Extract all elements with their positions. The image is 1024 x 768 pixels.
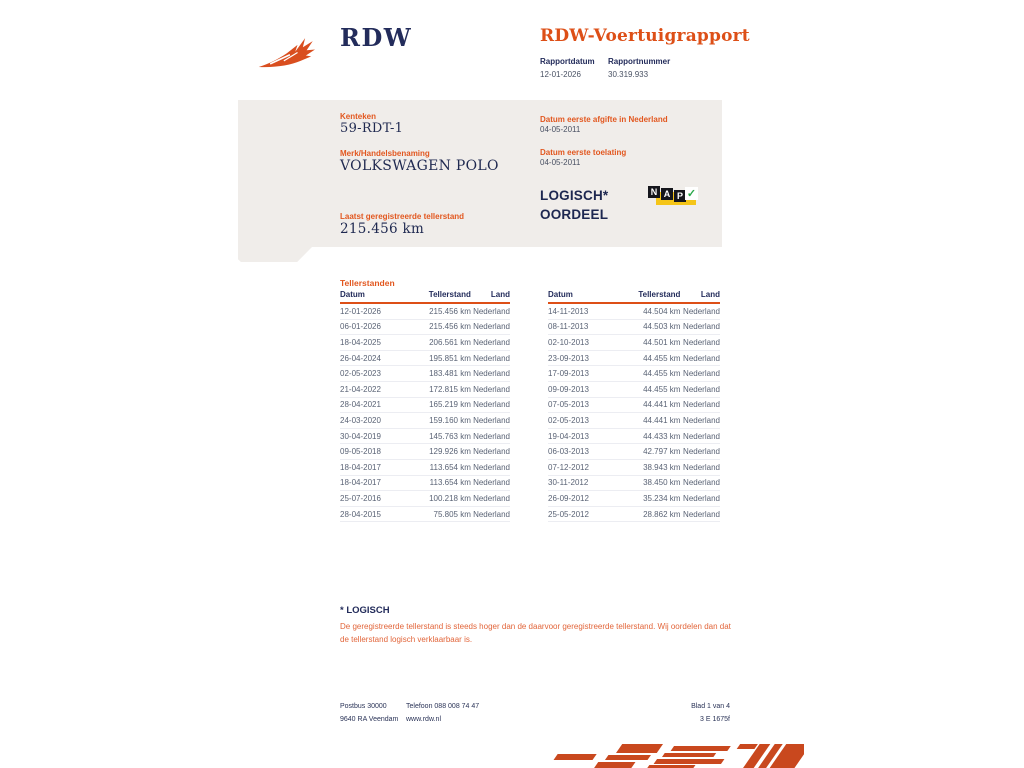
row-date: 23-09-2013 — [548, 353, 589, 363]
logisch-note-title: * LOGISCH — [340, 605, 390, 616]
table-row — [548, 429, 720, 445]
row-country: Nederland — [683, 384, 720, 394]
col-header-tellerstand: Tellerstand — [428, 290, 471, 299]
row-date: 30-04-2019 — [340, 431, 381, 441]
row-country: Nederland — [473, 509, 510, 519]
row-odometer: 35.234 km — [643, 493, 681, 503]
row-date: 07-12-2012 — [548, 462, 589, 472]
table-row — [340, 304, 510, 320]
row-odometer: 44.504 km — [643, 306, 681, 316]
row-date: 26-04-2024 — [340, 353, 381, 363]
col-header-datum: Datum — [340, 290, 365, 299]
row-odometer: 215.456 km — [429, 306, 471, 316]
row-date: 18-04-2017 — [340, 478, 381, 488]
tellerstand-label: Laatst geregistreerde tellerstand — [340, 212, 465, 221]
row-odometer: 28.862 km — [643, 509, 681, 519]
rdw-logo — [258, 22, 468, 82]
row-country: Nederland — [473, 306, 510, 316]
oordeel-line1: LOGISCH* — [540, 188, 609, 203]
footer-page-info — [540, 700, 730, 726]
row-country: Nederland — [683, 493, 720, 503]
row-country: Nederland — [473, 384, 510, 394]
row-country: Nederland — [473, 431, 510, 441]
table-row — [340, 491, 510, 507]
row-date: 12-01-2026 — [340, 306, 381, 316]
afgifte-value: 04-05-2011 — [540, 125, 581, 134]
table-row — [548, 398, 720, 414]
row-odometer: 44.501 km — [643, 337, 681, 347]
row-country: Nederland — [473, 462, 510, 472]
nap-letter-n: N — [648, 186, 660, 198]
footer-contact — [406, 700, 479, 726]
page-title: RDW-Voertuigrapport — [540, 26, 750, 46]
nap-letter-p: P — [674, 190, 686, 202]
row-country: Nederland — [473, 415, 510, 425]
row-country: Nederland — [473, 400, 510, 410]
table-row — [548, 444, 720, 460]
row-date: 02-05-2023 — [340, 369, 381, 379]
row-date: 21-04-2022 — [340, 384, 381, 394]
report-meta — [540, 57, 670, 79]
odometer-table-right — [548, 290, 720, 522]
row-date: 17-09-2013 — [548, 369, 589, 379]
table-row — [548, 476, 720, 492]
row-odometer: 44.455 km — [643, 369, 681, 379]
nap-letter-a: A — [661, 188, 673, 200]
table-row — [548, 491, 720, 507]
row-date: 06-01-2026 — [340, 322, 381, 332]
report-number-block — [608, 57, 670, 79]
row-country: Nederland — [683, 369, 720, 379]
report-number-value: 30.319.933 — [608, 70, 649, 79]
row-date: 18-04-2017 — [340, 462, 381, 472]
rdw-wordmark: RDW — [340, 23, 413, 52]
row-date: 25-07-2016 — [340, 493, 381, 503]
row-odometer: 100.218 km — [429, 493, 471, 503]
afgifte-label: Datum eerste afgifte in Nederland — [540, 115, 668, 124]
row-country: Nederland — [683, 353, 720, 363]
speed-stripes-graphic — [538, 744, 804, 768]
table-row — [340, 335, 510, 351]
row-date: 02-05-2013 — [548, 415, 589, 425]
row-date: 25-05-2012 — [548, 509, 589, 519]
footer-phone: Telefoon 088 008 74 47 — [406, 703, 480, 710]
table-row — [548, 460, 720, 476]
table-row — [340, 398, 510, 414]
row-country: Nederland — [683, 306, 720, 316]
row-date: 08-11-2013 — [548, 322, 589, 332]
footer-website: www.rdw.nl — [406, 716, 442, 723]
table-body — [340, 304, 510, 522]
row-country: Nederland — [683, 509, 720, 519]
row-date: 24-03-2020 — [340, 415, 381, 425]
table-body — [548, 304, 720, 522]
table-row — [548, 304, 720, 320]
table-row — [548, 382, 720, 398]
row-odometer: 172.815 km — [429, 384, 471, 394]
row-odometer: 44.455 km — [643, 384, 681, 394]
row-date: 09-05-2018 — [340, 447, 381, 457]
table-row — [340, 476, 510, 492]
row-odometer: 165.219 km — [429, 400, 471, 410]
table-row — [548, 507, 720, 523]
row-odometer: 44.441 km — [643, 415, 681, 425]
logisch-note-body: De geregistreerde tellerstand is steeds hoger dan de daarvoor geregistreerde tellerstand. Wij oordelen dan dat de tellerstand logisch verklaarbaar is. — [340, 622, 731, 644]
row-date: 28-04-2015 — [340, 509, 381, 519]
row-date: 30-11-2012 — [548, 478, 589, 488]
row-odometer: 195.851 km — [429, 353, 471, 363]
row-country: Nederland — [473, 353, 510, 363]
row-odometer: 44.455 km — [643, 353, 681, 363]
table-row — [340, 320, 510, 336]
nap-checkmark-icon: ✓ — [686, 188, 697, 200]
kenteken-label: Kenteken — [340, 112, 377, 121]
col-header-land: Land — [700, 290, 720, 299]
table-row — [340, 444, 510, 460]
row-country: Nederland — [683, 462, 720, 472]
report-date-block — [540, 57, 608, 79]
row-odometer: 44.441 km — [643, 400, 681, 410]
table-row — [340, 351, 510, 367]
nap-logo — [648, 184, 702, 209]
kenteken-value: 59-RDT-1 — [340, 121, 404, 136]
tellerstanden-title: Tellerstanden — [340, 278, 395, 288]
row-odometer: 215.456 km — [429, 322, 471, 332]
row-country: Nederland — [683, 447, 720, 457]
row-odometer: 159.160 km — [429, 415, 471, 425]
row-date: 14-11-2013 — [548, 306, 589, 316]
merk-value: VOLKSWAGEN POLO — [340, 158, 499, 174]
row-odometer: 129.926 km — [429, 447, 471, 457]
table-row — [340, 382, 510, 398]
row-date: 06-03-2013 — [548, 447, 589, 457]
row-date: 02-10-2013 — [548, 337, 589, 347]
row-odometer: 75.805 km — [433, 509, 471, 519]
footer-page-number: Blad 1 van 4 — [691, 703, 730, 710]
table-row — [340, 460, 510, 476]
table-row — [340, 507, 510, 523]
table-header — [548, 290, 720, 304]
footer-city: 9640 RA Veendam — [340, 716, 399, 723]
report-date-value: 12-01-2026 — [540, 70, 581, 79]
vehicle-summary-panel-tab — [238, 247, 312, 262]
table-header — [340, 290, 510, 304]
row-odometer: 38.450 km — [643, 478, 681, 488]
row-country: Nederland — [473, 322, 510, 332]
table-row — [340, 429, 510, 445]
toelating-label: Datum eerste toelating — [540, 148, 627, 157]
col-header-tellerstand: Tellerstand — [638, 290, 681, 299]
row-date: 18-04-2025 — [340, 337, 381, 347]
row-country: Nederland — [683, 478, 720, 488]
col-header-land: Land — [490, 290, 510, 299]
row-date: 09-09-2013 — [548, 384, 589, 394]
row-odometer: 38.943 km — [643, 462, 681, 472]
row-date: 28-04-2021 — [340, 400, 381, 410]
table-row — [548, 413, 720, 429]
report-number-label: Rapportnummer — [608, 57, 671, 66]
row-odometer: 44.503 km — [643, 322, 681, 332]
row-country: Nederland — [683, 322, 720, 332]
table-row — [340, 413, 510, 429]
row-country: Nederland — [473, 478, 510, 488]
row-country: Nederland — [683, 431, 720, 441]
toelating-value: 04-05-2011 — [540, 158, 581, 167]
row-odometer: 113.654 km — [429, 462, 471, 472]
row-odometer: 113.654 km — [429, 478, 471, 488]
row-date: 26-09-2012 — [548, 493, 589, 503]
row-country: Nederland — [473, 493, 510, 503]
table-row — [548, 320, 720, 336]
rdw-eagle-icon — [258, 32, 334, 70]
row-country: Nederland — [473, 447, 510, 457]
row-country: Nederland — [683, 400, 720, 410]
table-row — [548, 335, 720, 351]
col-header-datum: Datum — [548, 290, 573, 299]
row-date: 07-05-2013 — [548, 400, 589, 410]
odometer-table-left — [340, 290, 510, 522]
table-row — [340, 366, 510, 382]
row-odometer: 42.797 km — [643, 447, 681, 457]
row-odometer: 183.481 km — [429, 369, 471, 379]
row-odometer: 44.433 km — [643, 431, 681, 441]
report-date-label: Rapportdatum — [540, 57, 595, 66]
row-country: Nederland — [683, 415, 720, 425]
row-odometer: 206.561 km — [429, 337, 471, 347]
row-country: Nederland — [683, 337, 720, 347]
footer-postbus: Postbus 30000 — [340, 703, 387, 710]
table-row — [548, 366, 720, 382]
table-row — [548, 351, 720, 367]
row-country: Nederland — [473, 369, 510, 379]
oordeel-line2: OORDEEL — [540, 207, 609, 222]
row-country: Nederland — [473, 337, 510, 347]
tellerstand-value: 215.456 km — [340, 221, 425, 237]
row-date: 19-04-2013 — [548, 431, 589, 441]
footer-form-code: 3 E 1675f — [700, 716, 730, 723]
footer-address — [340, 700, 398, 726]
row-odometer: 145.763 km — [429, 431, 471, 441]
oordeel-verdict — [540, 186, 608, 224]
merk-label: Merk/Handelsbenaming — [340, 149, 430, 158]
